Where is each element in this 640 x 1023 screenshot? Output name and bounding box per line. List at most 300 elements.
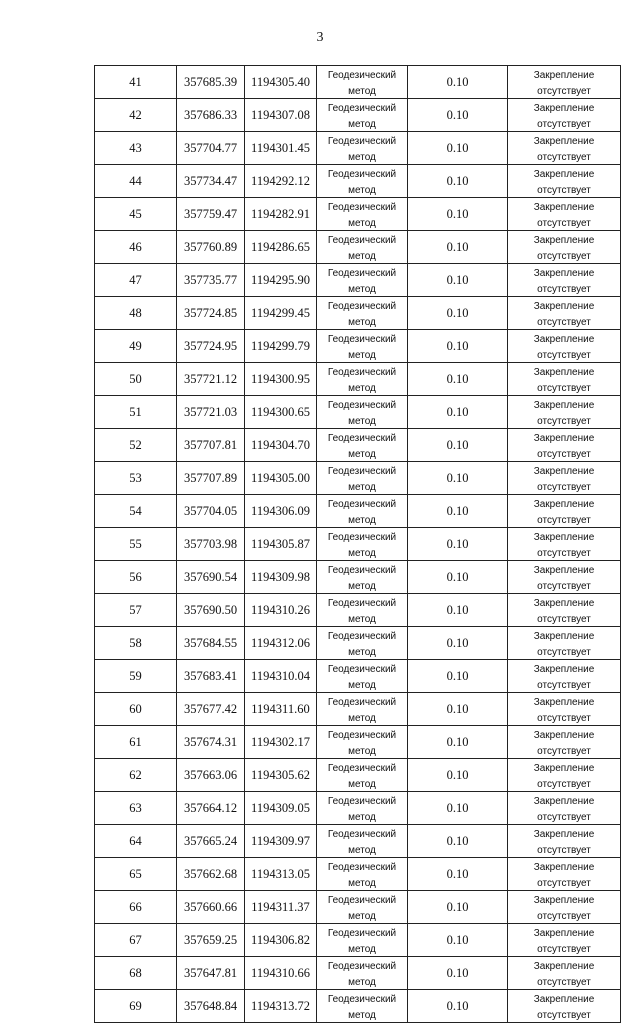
fixing-cell (508, 594, 621, 627)
method-cell (317, 198, 408, 231)
fixing-text-line2: отсутствует (537, 185, 591, 196)
method-text-line1: Геодезический (327, 103, 397, 114)
method-cell (317, 528, 408, 561)
fixing-text-line1: Закрепление (533, 499, 595, 510)
method-text-line2: метод (348, 119, 376, 130)
fixing-text-line2: отсутствует (537, 86, 591, 97)
point-number-cell: 60 (95, 693, 177, 726)
x-coordinate-cell: 357684.55 (177, 627, 245, 660)
point-number-cell: 67 (95, 924, 177, 957)
fixing-text-line1: Закрепление (533, 928, 595, 939)
y-coordinate-cell: 1194305.87 (245, 528, 317, 561)
fixing-text-line2: отсутствует (537, 944, 591, 955)
table-row (95, 660, 621, 693)
method-text-line1: Геодезический (327, 829, 397, 840)
fixing-text-line1: Закрепление (533, 532, 595, 543)
fixing-text-line1: Закрепление (533, 334, 595, 345)
method-text-line2: метод (348, 482, 376, 493)
table-row (95, 396, 621, 429)
method-text-line2: метод (348, 581, 376, 592)
y-coordinate-cell: 1194311.60 (245, 693, 317, 726)
fixing-text-line2: отсутствует (537, 383, 591, 394)
fixing-text-line1: Закрепление (533, 961, 595, 972)
method-cell (317, 825, 408, 858)
point-number-cell: 63 (95, 792, 177, 825)
y-coordinate-cell: 1194313.72 (245, 990, 317, 1023)
fixing-text-line1: Закрепление (533, 697, 595, 708)
point-number-cell: 65 (95, 858, 177, 891)
method-text-line1: Геодезический (327, 532, 397, 543)
method-text-line2: метод (348, 317, 376, 328)
point-number-cell: 48 (95, 297, 177, 330)
x-coordinate-cell: 357703.98 (177, 528, 245, 561)
x-coordinate-cell: 357707.89 (177, 462, 245, 495)
point-number-cell: 56 (95, 561, 177, 594)
table-row (95, 693, 621, 726)
method-text-line2: метод (348, 152, 376, 163)
fixing-text-line2: отсутствует (537, 218, 591, 229)
y-coordinate-cell: 1194292.12 (245, 165, 317, 198)
x-coordinate-cell: 357686.33 (177, 99, 245, 132)
x-coordinate-cell: 357735.77 (177, 264, 245, 297)
table-row (95, 429, 621, 462)
point-number-cell: 55 (95, 528, 177, 561)
accuracy-cell: 0.10 (408, 231, 508, 264)
accuracy-cell: 0.10 (408, 264, 508, 297)
page-number: 3 (316, 30, 324, 45)
x-coordinate-cell: 357721.12 (177, 363, 245, 396)
method-cell (317, 627, 408, 660)
x-coordinate-cell: 357659.25 (177, 924, 245, 957)
y-coordinate-cell: 1194306.82 (245, 924, 317, 957)
fixing-cell (508, 891, 621, 924)
method-text-line2: метод (348, 515, 376, 526)
y-coordinate-cell: 1194305.40 (245, 66, 317, 99)
method-text-line2: метод (348, 1010, 376, 1021)
accuracy-cell: 0.10 (408, 957, 508, 990)
fixing-text-line1: Закрепление (533, 268, 595, 279)
y-coordinate-cell: 1194310.26 (245, 594, 317, 627)
table-row (95, 297, 621, 330)
accuracy-cell: 0.10 (408, 792, 508, 825)
method-text-line2: метод (348, 680, 376, 691)
fixing-cell (508, 990, 621, 1023)
method-cell (317, 726, 408, 759)
fixing-text-line1: Закрепление (533, 70, 595, 81)
fixing-cell (508, 528, 621, 561)
method-text-line1: Геодезический (327, 334, 397, 345)
method-text-line1: Геодезический (327, 70, 397, 81)
x-coordinate-cell: 357683.41 (177, 660, 245, 693)
method-text-line2: метод (348, 350, 376, 361)
method-text-line2: метод (348, 944, 376, 955)
fixing-text-line1: Закрепление (533, 862, 595, 873)
method-text-line2: метод (348, 218, 376, 229)
table-row (95, 330, 621, 363)
table-row (95, 990, 621, 1023)
point-number-cell: 52 (95, 429, 177, 462)
method-text-line2: метод (348, 977, 376, 988)
point-number-cell: 66 (95, 891, 177, 924)
fixing-text-line1: Закрепление (533, 169, 595, 180)
fixing-text-line1: Закрепление (533, 631, 595, 642)
fixing-text-line1: Закрепление (533, 664, 595, 675)
fixing-cell (508, 924, 621, 957)
method-cell (317, 165, 408, 198)
table-row (95, 825, 621, 858)
method-cell (317, 99, 408, 132)
fixing-text-line2: отсутствует (537, 713, 591, 724)
method-text-line1: Геодезический (327, 301, 397, 312)
point-number-cell: 68 (95, 957, 177, 990)
method-cell (317, 462, 408, 495)
fixing-text-line2: отсутствует (537, 548, 591, 559)
y-coordinate-cell: 1194300.65 (245, 396, 317, 429)
x-coordinate-cell: 357759.47 (177, 198, 245, 231)
method-cell (317, 693, 408, 726)
method-text-line1: Геодезический (327, 466, 397, 477)
fixing-text-line2: отсутствует (537, 647, 591, 658)
method-text-line2: метод (348, 845, 376, 856)
method-text-line2: метод (348, 185, 376, 196)
y-coordinate-cell: 1194305.00 (245, 462, 317, 495)
fixing-text-line2: отсутствует (537, 1010, 591, 1021)
x-coordinate-cell: 357660.66 (177, 891, 245, 924)
fixing-text-line1: Закрепление (533, 103, 595, 114)
table-row (95, 132, 621, 165)
y-coordinate-cell: 1194300.95 (245, 363, 317, 396)
fixing-text-line1: Закрепление (533, 895, 595, 906)
fixing-text-line2: отсутствует (537, 317, 591, 328)
method-text-line1: Геодезический (327, 631, 397, 642)
table-row (95, 231, 621, 264)
method-text-line2: метод (348, 416, 376, 427)
method-text-line2: метод (348, 911, 376, 922)
x-coordinate-cell: 357721.03 (177, 396, 245, 429)
method-text-line1: Геодезический (327, 730, 397, 741)
accuracy-cell: 0.10 (408, 561, 508, 594)
fixing-cell (508, 660, 621, 693)
fixing-cell (508, 561, 621, 594)
fixing-cell (508, 132, 621, 165)
point-number-cell: 51 (95, 396, 177, 429)
method-cell (317, 396, 408, 429)
method-text-line2: метод (348, 779, 376, 790)
fixing-text-line1: Закрепление (533, 235, 595, 246)
method-cell (317, 264, 408, 297)
method-text-line1: Геодезический (327, 664, 397, 675)
fixing-text-line1: Закрепление (533, 730, 595, 741)
point-number-cell: 61 (95, 726, 177, 759)
method-text-line2: метод (348, 383, 376, 394)
method-text-line1: Геодезический (327, 796, 397, 807)
table-body (95, 66, 621, 1023)
fixing-text-line1: Закрепление (533, 994, 595, 1005)
fixing-text-line2: отсутствует (537, 152, 591, 163)
accuracy-cell: 0.10 (408, 297, 508, 330)
fixing-text-line1: Закрепление (533, 466, 595, 477)
x-coordinate-cell: 357724.85 (177, 297, 245, 330)
fixing-cell (508, 66, 621, 99)
y-coordinate-cell: 1194310.66 (245, 957, 317, 990)
method-cell (317, 957, 408, 990)
accuracy-cell: 0.10 (408, 759, 508, 792)
accuracy-cell: 0.10 (408, 990, 508, 1023)
fixing-text-line1: Закрепление (533, 400, 595, 411)
method-text-line1: Геодезический (327, 268, 397, 279)
fixing-text-line2: отсутствует (537, 581, 591, 592)
method-text-line1: Геодезический (327, 598, 397, 609)
accuracy-cell: 0.10 (408, 660, 508, 693)
accuracy-cell: 0.10 (408, 495, 508, 528)
y-coordinate-cell: 1194304.70 (245, 429, 317, 462)
fixing-cell (508, 627, 621, 660)
fixing-text-line1: Закрепление (533, 565, 595, 576)
x-coordinate-cell: 357707.81 (177, 429, 245, 462)
method-cell (317, 429, 408, 462)
point-number-cell: 41 (95, 66, 177, 99)
method-text-line2: метод (348, 548, 376, 559)
table-row (95, 957, 621, 990)
method-text-line2: метод (348, 86, 376, 97)
x-coordinate-cell: 357664.12 (177, 792, 245, 825)
y-coordinate-cell: 1194306.09 (245, 495, 317, 528)
fixing-text-line2: отсутствует (537, 416, 591, 427)
accuracy-cell: 0.10 (408, 528, 508, 561)
accuracy-cell: 0.10 (408, 462, 508, 495)
point-number-cell: 43 (95, 132, 177, 165)
table-row (95, 165, 621, 198)
table-row (95, 264, 621, 297)
method-text-line1: Геодезический (327, 235, 397, 246)
method-text-line1: Геодезический (327, 136, 397, 147)
x-coordinate-cell: 357674.31 (177, 726, 245, 759)
fixing-cell (508, 297, 621, 330)
method-text-line1: Геодезический (327, 697, 397, 708)
y-coordinate-cell: 1194282.91 (245, 198, 317, 231)
table-row (95, 462, 621, 495)
point-number-cell: 50 (95, 363, 177, 396)
point-number-cell: 62 (95, 759, 177, 792)
method-text-line1: Геодезический (327, 202, 397, 213)
method-text-line2: метод (348, 251, 376, 262)
y-coordinate-cell: 1194307.08 (245, 99, 317, 132)
fixing-text-line2: отсутствует (537, 482, 591, 493)
x-coordinate-cell: 357704.05 (177, 495, 245, 528)
x-coordinate-cell: 357665.24 (177, 825, 245, 858)
fixing-text-line2: отсутствует (537, 911, 591, 922)
fixing-cell (508, 264, 621, 297)
fixing-cell (508, 726, 621, 759)
fixing-cell (508, 759, 621, 792)
method-text-line1: Геодезический (327, 961, 397, 972)
accuracy-cell: 0.10 (408, 693, 508, 726)
x-coordinate-cell: 357690.50 (177, 594, 245, 627)
x-coordinate-cell: 357734.47 (177, 165, 245, 198)
fixing-cell (508, 825, 621, 858)
fixing-cell (508, 198, 621, 231)
accuracy-cell: 0.10 (408, 858, 508, 891)
fixing-cell (508, 363, 621, 396)
method-cell (317, 132, 408, 165)
fixing-text-line2: отсутствует (537, 119, 591, 130)
point-number-cell: 59 (95, 660, 177, 693)
x-coordinate-cell: 357685.39 (177, 66, 245, 99)
fixing-text-line2: отсутствует (537, 449, 591, 460)
method-text-line1: Геодезический (327, 400, 397, 411)
table-row (95, 792, 621, 825)
point-number-cell: 45 (95, 198, 177, 231)
y-coordinate-cell: 1194302.17 (245, 726, 317, 759)
accuracy-cell: 0.10 (408, 66, 508, 99)
point-number-cell: 69 (95, 990, 177, 1023)
method-text-line1: Геодезический (327, 367, 397, 378)
x-coordinate-cell: 357648.84 (177, 990, 245, 1023)
fixing-cell (508, 693, 621, 726)
method-cell (317, 495, 408, 528)
fixing-text-line1: Закрепление (533, 829, 595, 840)
method-cell (317, 330, 408, 363)
y-coordinate-cell: 1194286.65 (245, 231, 317, 264)
method-cell (317, 363, 408, 396)
fixing-text-line2: отсутствует (537, 746, 591, 757)
fixing-text-line1: Закрепление (533, 433, 595, 444)
method-cell (317, 990, 408, 1023)
table-row (95, 924, 621, 957)
method-text-line2: метод (348, 812, 376, 823)
accuracy-cell: 0.10 (408, 924, 508, 957)
method-cell (317, 792, 408, 825)
x-coordinate-cell: 357677.42 (177, 693, 245, 726)
method-cell (317, 759, 408, 792)
method-text-line1: Геодезический (327, 433, 397, 444)
accuracy-cell: 0.10 (408, 594, 508, 627)
x-coordinate-cell: 357662.68 (177, 858, 245, 891)
method-text-line2: метод (348, 449, 376, 460)
method-text-line1: Геодезический (327, 499, 397, 510)
fixing-cell (508, 429, 621, 462)
table-row (95, 759, 621, 792)
y-coordinate-cell: 1194301.45 (245, 132, 317, 165)
method-cell (317, 924, 408, 957)
point-number-cell: 57 (95, 594, 177, 627)
fixing-cell (508, 99, 621, 132)
accuracy-cell: 0.10 (408, 396, 508, 429)
table-row (95, 99, 621, 132)
fixing-text-line2: отсутствует (537, 845, 591, 856)
fixing-text-line2: отсутствует (537, 350, 591, 361)
accuracy-cell: 0.10 (408, 825, 508, 858)
fixing-cell (508, 957, 621, 990)
table-row (95, 198, 621, 231)
fixing-cell (508, 396, 621, 429)
method-text-line1: Геодезический (327, 169, 397, 180)
method-cell (317, 594, 408, 627)
table-row (95, 891, 621, 924)
y-coordinate-cell: 1194309.98 (245, 561, 317, 594)
y-coordinate-cell: 1194295.90 (245, 264, 317, 297)
fixing-text-line1: Закрепление (533, 598, 595, 609)
fixing-cell (508, 495, 621, 528)
method-cell (317, 297, 408, 330)
y-coordinate-cell: 1194311.37 (245, 891, 317, 924)
accuracy-cell: 0.10 (408, 132, 508, 165)
accuracy-cell: 0.10 (408, 429, 508, 462)
accuracy-cell: 0.10 (408, 891, 508, 924)
table-row (95, 495, 621, 528)
accuracy-cell: 0.10 (408, 363, 508, 396)
point-number-cell: 47 (95, 264, 177, 297)
fixing-text-line2: отсутствует (537, 779, 591, 790)
method-text-line2: метод (348, 746, 376, 757)
y-coordinate-cell: 1194305.62 (245, 759, 317, 792)
table-row (95, 363, 621, 396)
point-number-cell: 64 (95, 825, 177, 858)
method-text-line1: Геодезический (327, 895, 397, 906)
method-text-line1: Геодезический (327, 928, 397, 939)
fixing-cell (508, 330, 621, 363)
method-cell (317, 66, 408, 99)
point-number-cell: 58 (95, 627, 177, 660)
accuracy-cell: 0.10 (408, 99, 508, 132)
accuracy-cell: 0.10 (408, 330, 508, 363)
table-row (95, 858, 621, 891)
point-number-cell: 44 (95, 165, 177, 198)
fixing-cell (508, 792, 621, 825)
method-text-line1: Геодезический (327, 994, 397, 1005)
fixing-cell (508, 858, 621, 891)
method-text-line2: метод (348, 614, 376, 625)
method-cell (317, 231, 408, 264)
table-row (95, 66, 621, 99)
method-text-line1: Геодезический (327, 763, 397, 774)
point-number-cell: 54 (95, 495, 177, 528)
fixing-text-line1: Закрепление (533, 796, 595, 807)
fixing-text-line2: отсутствует (537, 614, 591, 625)
x-coordinate-cell: 357647.81 (177, 957, 245, 990)
fixing-text-line2: отсутствует (537, 284, 591, 295)
table-row (95, 528, 621, 561)
fixing-cell (508, 231, 621, 264)
table-row (95, 594, 621, 627)
x-coordinate-cell: 357760.89 (177, 231, 245, 264)
table-row (95, 561, 621, 594)
y-coordinate-cell: 1194310.04 (245, 660, 317, 693)
method-cell (317, 660, 408, 693)
fixing-text-line1: Закрепление (533, 763, 595, 774)
method-cell (317, 891, 408, 924)
coordinates-table (94, 65, 621, 1023)
table-row (95, 726, 621, 759)
y-coordinate-cell: 1194309.97 (245, 825, 317, 858)
fixing-text-line2: отсутствует (537, 515, 591, 526)
fixing-text-line1: Закрепление (533, 301, 595, 312)
method-text-line1: Геодезический (327, 862, 397, 873)
y-coordinate-cell: 1194299.79 (245, 330, 317, 363)
x-coordinate-cell: 357724.95 (177, 330, 245, 363)
method-cell (317, 858, 408, 891)
y-coordinate-cell: 1194312.06 (245, 627, 317, 660)
point-number-cell: 49 (95, 330, 177, 363)
method-text-line2: метод (348, 713, 376, 724)
method-text-line2: метод (348, 878, 376, 889)
fixing-text-line2: отсутствует (537, 680, 591, 691)
point-number-cell: 53 (95, 462, 177, 495)
fixing-text-line2: отсутствует (537, 812, 591, 823)
y-coordinate-cell: 1194299.45 (245, 297, 317, 330)
fixing-text-line1: Закрепление (533, 367, 595, 378)
y-coordinate-cell: 1194309.05 (245, 792, 317, 825)
